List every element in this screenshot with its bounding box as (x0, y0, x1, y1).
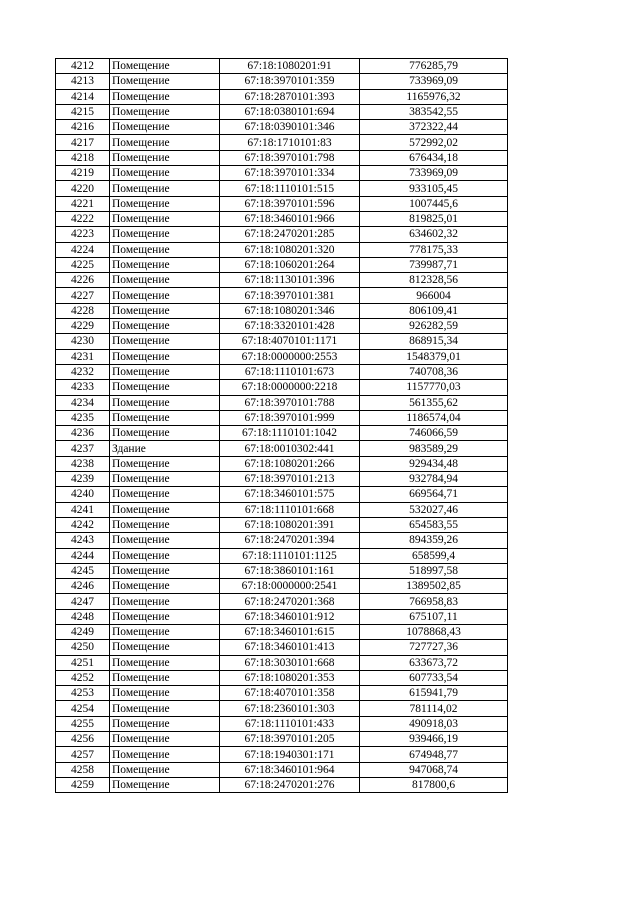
cadastral-number-cell: 67:18:1080201:91 (220, 59, 360, 74)
object-type-cell: Помещение (110, 640, 220, 655)
cadastral-value-cell: 572992,02 (360, 135, 508, 150)
cadastral-number-cell: 67:18:3460101:966 (220, 211, 360, 226)
table-row (56, 624, 508, 639)
object-type-cell: Помещение (110, 655, 220, 670)
object-type-cell: Помещение (110, 242, 220, 257)
cadastral-value-cell: 817800,6 (360, 777, 508, 792)
cadastral-value-cell: 1186574,04 (360, 410, 508, 425)
table-row (56, 120, 508, 135)
table-row (56, 548, 508, 563)
table-row (56, 150, 508, 165)
row-number-cell: 4237 (56, 441, 110, 456)
cadastral-number-cell: 67:18:3970101:334 (220, 166, 360, 181)
cadastral-number-cell: 67:18:3030101:668 (220, 655, 360, 670)
cadastral-number-cell: 67:18:0000000:2553 (220, 349, 360, 364)
table-row (56, 227, 508, 242)
cadastral-number-cell: 67:18:3460101:615 (220, 624, 360, 639)
table-row (56, 533, 508, 548)
object-type-cell: Помещение (110, 104, 220, 119)
cadastral-number-cell: 67:18:0010302:441 (220, 441, 360, 456)
cadastral-value-cell: 929434,48 (360, 456, 508, 471)
cadastral-value-cell: 1548379,01 (360, 349, 508, 364)
object-type-cell: Помещение (110, 732, 220, 747)
table-row (56, 517, 508, 532)
table-row (56, 334, 508, 349)
table-row (56, 502, 508, 517)
object-type-cell: Помещение (110, 609, 220, 624)
cadastral-number-cell: 67:18:3970101:596 (220, 196, 360, 211)
row-number-cell: 4241 (56, 502, 110, 517)
row-number-cell: 4218 (56, 150, 110, 165)
row-number-cell: 4257 (56, 747, 110, 762)
table-row (56, 104, 508, 119)
cadastral-value-cell: 607733,54 (360, 670, 508, 685)
row-number-cell: 4255 (56, 716, 110, 731)
row-number-cell: 4216 (56, 120, 110, 135)
row-number-cell: 4233 (56, 380, 110, 395)
table-row (56, 288, 508, 303)
cadastral-value-cell: 372322,44 (360, 120, 508, 135)
object-type-cell: Помещение (110, 747, 220, 762)
cadastral-value-cell: 781114,02 (360, 701, 508, 716)
object-type-cell: Помещение (110, 563, 220, 578)
cadastral-number-cell: 67:18:3970101:999 (220, 410, 360, 425)
table-row (56, 701, 508, 716)
object-type-cell: Помещение (110, 196, 220, 211)
object-type-cell: Помещение (110, 533, 220, 548)
table-row (56, 487, 508, 502)
row-number-cell: 4259 (56, 777, 110, 792)
cadastral-number-cell: 67:18:1080201:391 (220, 517, 360, 532)
cadastral-value-table (55, 58, 508, 793)
cadastral-number-cell: 67:18:3970101:205 (220, 732, 360, 747)
object-type-cell: Помещение (110, 624, 220, 639)
cadastral-value-cell: 868915,34 (360, 334, 508, 349)
cadastral-value-cell: 766958,83 (360, 594, 508, 609)
cadastral-value-cell: 939466,19 (360, 732, 508, 747)
table-row (56, 196, 508, 211)
object-type-cell: Помещение (110, 579, 220, 594)
cadastral-number-cell: 67:18:3970101:788 (220, 395, 360, 410)
cadastral-value-cell: 776285,79 (360, 59, 508, 74)
cadastral-number-cell: 67:18:3460101:912 (220, 609, 360, 624)
object-type-cell: Помещение (110, 548, 220, 563)
object-type-cell: Помещение (110, 716, 220, 731)
row-number-cell: 4215 (56, 104, 110, 119)
row-number-cell: 4236 (56, 426, 110, 441)
table-row (56, 349, 508, 364)
row-number-cell: 4248 (56, 609, 110, 624)
cadastral-value-cell: 674948,77 (360, 747, 508, 762)
table-row (56, 181, 508, 196)
cadastral-value-cell: 932784,94 (360, 472, 508, 487)
cadastral-number-cell: 67:18:3970101:213 (220, 472, 360, 487)
cadastral-value-cell: 966004 (360, 288, 508, 303)
table-row (56, 135, 508, 150)
object-type-cell: Помещение (110, 334, 220, 349)
cadastral-value-cell: 675107,11 (360, 609, 508, 624)
cadastral-value-cell: 983589,29 (360, 441, 508, 456)
object-type-cell: Помещение (110, 472, 220, 487)
object-type-cell: Помещение (110, 517, 220, 532)
row-number-cell: 4244 (56, 548, 110, 563)
row-number-cell: 4249 (56, 624, 110, 639)
table-row (56, 456, 508, 471)
cadastral-value-cell: 676434,18 (360, 150, 508, 165)
object-type-cell: Помещение (110, 120, 220, 135)
cadastral-value-cell: 926282,59 (360, 319, 508, 334)
row-number-cell: 4232 (56, 364, 110, 379)
row-number-cell: 4242 (56, 517, 110, 532)
row-number-cell: 4212 (56, 59, 110, 74)
cadastral-value-cell: 383542,55 (360, 104, 508, 119)
cadastral-number-cell: 67:18:3460101:575 (220, 487, 360, 502)
cadastral-number-cell: 67:18:2870101:393 (220, 89, 360, 104)
object-type-cell: Помещение (110, 257, 220, 272)
table-row (56, 777, 508, 792)
row-number-cell: 4234 (56, 395, 110, 410)
table-row (56, 59, 508, 74)
table-row (56, 655, 508, 670)
object-type-cell: Помещение (110, 456, 220, 471)
table-row (56, 762, 508, 777)
cadastral-number-cell: 67:18:2470201:368 (220, 594, 360, 609)
cadastral-number-cell: 67:18:2360101:303 (220, 701, 360, 716)
cadastral-value-cell: 739987,71 (360, 257, 508, 272)
table-row (56, 732, 508, 747)
row-number-cell: 4243 (56, 533, 110, 548)
row-number-cell: 4221 (56, 196, 110, 211)
cadastral-number-cell: 67:18:3970101:798 (220, 150, 360, 165)
table-row (56, 410, 508, 425)
table-row (56, 609, 508, 624)
row-number-cell: 4258 (56, 762, 110, 777)
object-type-cell: Помещение (110, 303, 220, 318)
cadastral-number-cell: 67:18:4070101:1171 (220, 334, 360, 349)
row-number-cell: 4235 (56, 410, 110, 425)
cadastral-number-cell: 67:18:1080201:320 (220, 242, 360, 257)
table-row (56, 426, 508, 441)
table-row (56, 579, 508, 594)
object-type-cell: Помещение (110, 686, 220, 701)
object-type-cell: Помещение (110, 59, 220, 74)
row-number-cell: 4245 (56, 563, 110, 578)
cadastral-number-cell: 67:18:3460101:413 (220, 640, 360, 655)
table-row (56, 242, 508, 257)
object-type-cell: Помещение (110, 395, 220, 410)
table-row (56, 472, 508, 487)
row-number-cell: 4224 (56, 242, 110, 257)
table-row (56, 395, 508, 410)
object-type-cell: Помещение (110, 701, 220, 716)
row-number-cell: 4231 (56, 349, 110, 364)
cadastral-number-cell: 67:18:3860101:161 (220, 563, 360, 578)
table-row (56, 211, 508, 226)
cadastral-value-cell: 947068,74 (360, 762, 508, 777)
row-number-cell: 4220 (56, 181, 110, 196)
table-row (56, 594, 508, 609)
row-number-cell: 4250 (56, 640, 110, 655)
object-type-cell: Помещение (110, 74, 220, 89)
row-number-cell: 4228 (56, 303, 110, 318)
cadastral-number-cell: 67:18:3320101:428 (220, 319, 360, 334)
table-row (56, 380, 508, 395)
object-type-cell: Помещение (110, 150, 220, 165)
cadastral-value-cell: 733969,09 (360, 166, 508, 181)
cadastral-value-cell: 778175,33 (360, 242, 508, 257)
cadastral-number-cell: 67:18:0380101:694 (220, 104, 360, 119)
cadastral-number-cell: 67:18:2470201:285 (220, 227, 360, 242)
cadastral-value-cell: 727727,36 (360, 640, 508, 655)
cadastral-value-cell: 518997,58 (360, 563, 508, 578)
cadastral-number-cell: 67:18:0390101:346 (220, 120, 360, 135)
object-type-cell: Помещение (110, 364, 220, 379)
row-number-cell: 4213 (56, 74, 110, 89)
cadastral-value-cell: 633673,72 (360, 655, 508, 670)
cadastral-value-cell: 1078868,43 (360, 624, 508, 639)
row-number-cell: 4252 (56, 670, 110, 685)
row-number-cell: 4214 (56, 89, 110, 104)
row-number-cell: 4251 (56, 655, 110, 670)
cadastral-number-cell: 67:18:3970101:359 (220, 74, 360, 89)
cadastral-number-cell: 67:18:1940301:171 (220, 747, 360, 762)
table-row (56, 303, 508, 318)
table-row (56, 257, 508, 272)
object-type-cell: Помещение (110, 380, 220, 395)
cadastral-number-cell: 67:18:1130101:396 (220, 273, 360, 288)
table-row (56, 319, 508, 334)
table-row (56, 716, 508, 731)
table-row (56, 640, 508, 655)
table-row (56, 747, 508, 762)
row-number-cell: 4247 (56, 594, 110, 609)
cadastral-value-cell: 532027,46 (360, 502, 508, 517)
row-number-cell: 4238 (56, 456, 110, 471)
cadastral-value-cell: 490918,03 (360, 716, 508, 731)
object-type-cell: Помещение (110, 135, 220, 150)
table-body (56, 59, 508, 793)
row-number-cell: 4217 (56, 135, 110, 150)
object-type-cell: Помещение (110, 762, 220, 777)
cadastral-value-cell: 561355,62 (360, 395, 508, 410)
row-number-cell: 4222 (56, 211, 110, 226)
cadastral-number-cell: 67:18:1110101:433 (220, 716, 360, 731)
cadastral-value-cell: 1165976,32 (360, 89, 508, 104)
object-type-cell: Помещение (110, 273, 220, 288)
row-number-cell: 4230 (56, 334, 110, 349)
object-type-cell: Помещение (110, 777, 220, 792)
cadastral-number-cell: 67:18:1080201:346 (220, 303, 360, 318)
cadastral-number-cell: 67:18:1060201:264 (220, 257, 360, 272)
cadastral-value-cell: 746066,59 (360, 426, 508, 441)
table-row (56, 364, 508, 379)
cadastral-value-cell: 894359,26 (360, 533, 508, 548)
table-row (56, 166, 508, 181)
object-type-cell: Помещение (110, 89, 220, 104)
cadastral-number-cell: 67:18:1110101:673 (220, 364, 360, 379)
cadastral-value-cell: 634602,32 (360, 227, 508, 242)
cadastral-value-cell: 933105,45 (360, 181, 508, 196)
cadastral-value-cell: 1007445,6 (360, 196, 508, 211)
cadastral-number-cell: 67:18:0000000:2218 (220, 380, 360, 395)
row-number-cell: 4254 (56, 701, 110, 716)
cadastral-value-cell: 733969,09 (360, 74, 508, 89)
object-type-cell: Помещение (110, 349, 220, 364)
cadastral-value-cell: 669564,71 (360, 487, 508, 502)
cadastral-number-cell: 67:18:1110101:1125 (220, 548, 360, 563)
row-number-cell: 4246 (56, 579, 110, 594)
cadastral-number-cell: 67:18:1110101:1042 (220, 426, 360, 441)
cadastral-value-cell: 658599,4 (360, 548, 508, 563)
table-row (56, 89, 508, 104)
table-row (56, 273, 508, 288)
cadastral-value-cell: 1389502,85 (360, 579, 508, 594)
cadastral-value-cell: 819825,01 (360, 211, 508, 226)
cadastral-number-cell: 67:18:4070101:358 (220, 686, 360, 701)
row-number-cell: 4253 (56, 686, 110, 701)
object-type-cell: Помещение (110, 670, 220, 685)
object-type-cell: Помещение (110, 227, 220, 242)
table-row (56, 670, 508, 685)
object-type-cell: Помещение (110, 487, 220, 502)
cadastral-value-cell: 740708,36 (360, 364, 508, 379)
cadastral-value-cell: 654583,55 (360, 517, 508, 532)
cadastral-number-cell: 67:18:3460101:964 (220, 762, 360, 777)
cadastral-value-cell: 806109,41 (360, 303, 508, 318)
row-number-cell: 4240 (56, 487, 110, 502)
object-type-cell: Помещение (110, 594, 220, 609)
table-row (56, 686, 508, 701)
object-type-cell: Помещение (110, 426, 220, 441)
cadastral-value-cell: 1157770,03 (360, 380, 508, 395)
row-number-cell: 4227 (56, 288, 110, 303)
row-number-cell: 4229 (56, 319, 110, 334)
cadastral-number-cell: 67:18:2470201:276 (220, 777, 360, 792)
row-number-cell: 4226 (56, 273, 110, 288)
object-type-cell: Здание (110, 441, 220, 456)
object-type-cell: Помещение (110, 288, 220, 303)
row-number-cell: 4239 (56, 472, 110, 487)
cadastral-number-cell: 67:18:1080201:353 (220, 670, 360, 685)
cadastral-number-cell: 67:18:2470201:394 (220, 533, 360, 548)
object-type-cell: Помещение (110, 319, 220, 334)
cadastral-number-cell: 67:18:1080201:266 (220, 456, 360, 471)
row-number-cell: 4225 (56, 257, 110, 272)
cadastral-number-cell: 67:18:1110101:515 (220, 181, 360, 196)
object-type-cell: Помещение (110, 410, 220, 425)
row-number-cell: 4219 (56, 166, 110, 181)
object-type-cell: Помещение (110, 211, 220, 226)
table-row (56, 441, 508, 456)
table-row (56, 74, 508, 89)
cadastral-number-cell: 67:18:1110101:668 (220, 502, 360, 517)
row-number-cell: 4223 (56, 227, 110, 242)
table-row (56, 563, 508, 578)
object-type-cell: Помещение (110, 166, 220, 181)
cadastral-number-cell: 67:18:3970101:381 (220, 288, 360, 303)
cadastral-value-cell: 615941,79 (360, 686, 508, 701)
cadastral-number-cell: 67:18:0000000:2541 (220, 579, 360, 594)
object-type-cell: Помещение (110, 502, 220, 517)
cadastral-number-cell: 67:18:1710101:83 (220, 135, 360, 150)
cadastral-value-cell: 812328,56 (360, 273, 508, 288)
row-number-cell: 4256 (56, 732, 110, 747)
object-type-cell: Помещение (110, 181, 220, 196)
